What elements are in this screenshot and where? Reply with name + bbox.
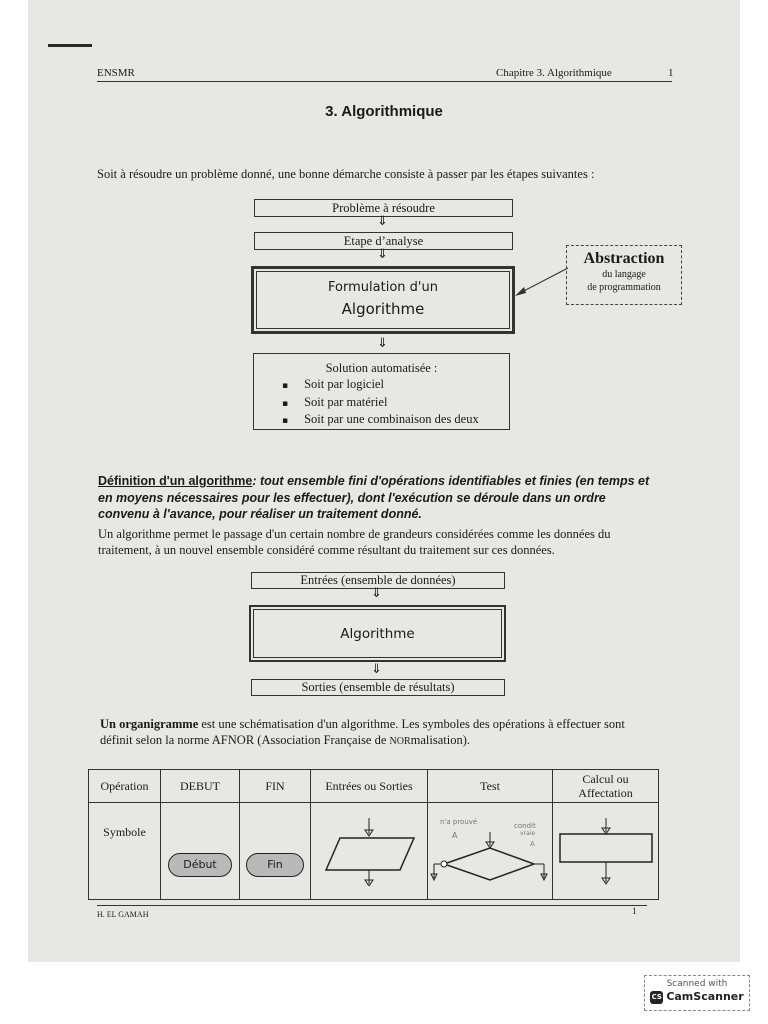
algorithm-label: Algorithme	[340, 626, 415, 642]
formulation-line2: Algorithme	[341, 300, 425, 318]
abstraction-line2: de programmation	[587, 282, 661, 293]
table-row-label: Symbole	[89, 803, 161, 900]
fin-symbol: Fin	[246, 853, 304, 877]
organigramme-term: Un organigramme	[100, 717, 199, 731]
definition-block	[98, 473, 658, 523]
down-arrow-icon: ⇓	[371, 586, 382, 601]
down-arrow-icon: ⇓	[371, 662, 382, 677]
abstraction-arrow-icon	[510, 260, 572, 300]
footer-rule	[97, 905, 647, 906]
header-page-number: 1	[668, 67, 674, 79]
table-header-row	[89, 770, 659, 803]
formulation-line1: Formulation d'un	[328, 280, 438, 295]
list-item: ▪ Soit par une combinaison des deux	[282, 412, 479, 430]
intro-text: Soit à résoudre un problème donné, une bonne démarche consiste à passer par les étapes suivantes :	[97, 167, 595, 181]
solution-list	[282, 377, 479, 430]
test-note-left: n'a prouvé	[440, 818, 478, 826]
table-header-cell: Calcul ou Affectation	[553, 770, 659, 803]
down-arrow-icon: ⇓	[377, 214, 388, 229]
test-note-right3: A	[530, 840, 535, 848]
organigramme-text: est une schématisation d'un algorithme. Les symboles des opérations à effectuer sont définit selon la norme AFNOR (Association Française de	[100, 717, 625, 747]
camscanner-logo-icon: CS	[650, 991, 663, 1004]
definition-text: : tout ensemble fini d'opérations identifiables et finies (en temps et en moyens nécessaires pour les effectuer), dont l'exécution se déroule dans un ordre convenu à l'avance, pour réaliser un traitement donné.	[98, 474, 650, 521]
solution-box	[253, 353, 510, 430]
organigramme-smallcaps: NOR	[389, 736, 411, 747]
test-symbol-cell	[428, 803, 553, 900]
solution-heading: Solution automatisée :	[325, 361, 438, 375]
test-note-left2: A	[452, 831, 458, 840]
table-header-cell: Test	[428, 770, 553, 803]
debut-symbol-cell	[161, 803, 240, 900]
rectangle-process-icon	[554, 816, 658, 886]
debut-symbol: Début	[168, 853, 232, 877]
inputs-label: Entrées (ensemble de données)	[300, 573, 456, 587]
algorithm-paragraph: Un algorithme permet le passage d'un certain nombre de grandeurs considérées comme les données du traitement, à un nouvel ensemble considéré comme résultant du traitement sur ces données.	[98, 527, 611, 557]
decision-diamond-icon	[430, 816, 550, 886]
fin-symbol-cell	[240, 803, 311, 900]
organigramme-text-end: malisation).	[410, 733, 471, 747]
abstraction-title: Abstraction	[583, 250, 665, 267]
parallelogram-icon	[314, 816, 424, 886]
abstraction-box	[566, 245, 682, 305]
watermark-line1: Scanned with	[666, 979, 728, 989]
outputs-label: Sorties (ensemble de résultats)	[301, 680, 455, 694]
table-header-cell: DEBUT	[161, 770, 240, 803]
footer-page-number: 1	[632, 906, 637, 916]
camscanner-watermark	[644, 975, 750, 1011]
table-header-cell: FIN	[240, 770, 311, 803]
formulation-box	[251, 266, 515, 334]
step-problem-label: Problème à résoudre	[332, 201, 435, 215]
table-header-cell: Entrées ou Sorties	[311, 770, 428, 803]
list-item: ▪ Soit par logiciel	[282, 377, 479, 395]
footer-author: H. EL GAMAH	[97, 910, 149, 919]
definition-term: Définition d'un algorithme	[98, 474, 253, 488]
algorithm-box	[249, 605, 506, 662]
list-item: ▪ Soit par matériel	[282, 395, 479, 413]
test-note-right: condit	[514, 822, 536, 830]
header-school: ENSMR	[97, 67, 135, 79]
organigramme-paragraph	[100, 716, 660, 750]
table-header-cell: Opération	[89, 770, 161, 803]
abstraction-line1: du langage	[602, 269, 646, 280]
watermark-line2: CamScanner	[666, 990, 744, 1003]
down-arrow-icon: ⇓	[377, 336, 388, 351]
header-rule	[97, 81, 672, 82]
step-analysis-label: Etape d’analyse	[343, 234, 424, 248]
table-row	[89, 803, 659, 900]
page-title: 3. Algorithmique	[325, 103, 443, 120]
header-chapter: Chapitre 3. Algorithmique	[496, 67, 612, 79]
test-note-right2: vraie	[520, 830, 536, 837]
corner-mark	[48, 44, 92, 47]
calc-symbol-cell	[553, 803, 659, 900]
outputs-box	[251, 679, 505, 696]
down-arrow-icon: ⇓	[377, 247, 388, 262]
symbols-table	[88, 769, 659, 900]
io-symbol-cell	[311, 803, 428, 900]
